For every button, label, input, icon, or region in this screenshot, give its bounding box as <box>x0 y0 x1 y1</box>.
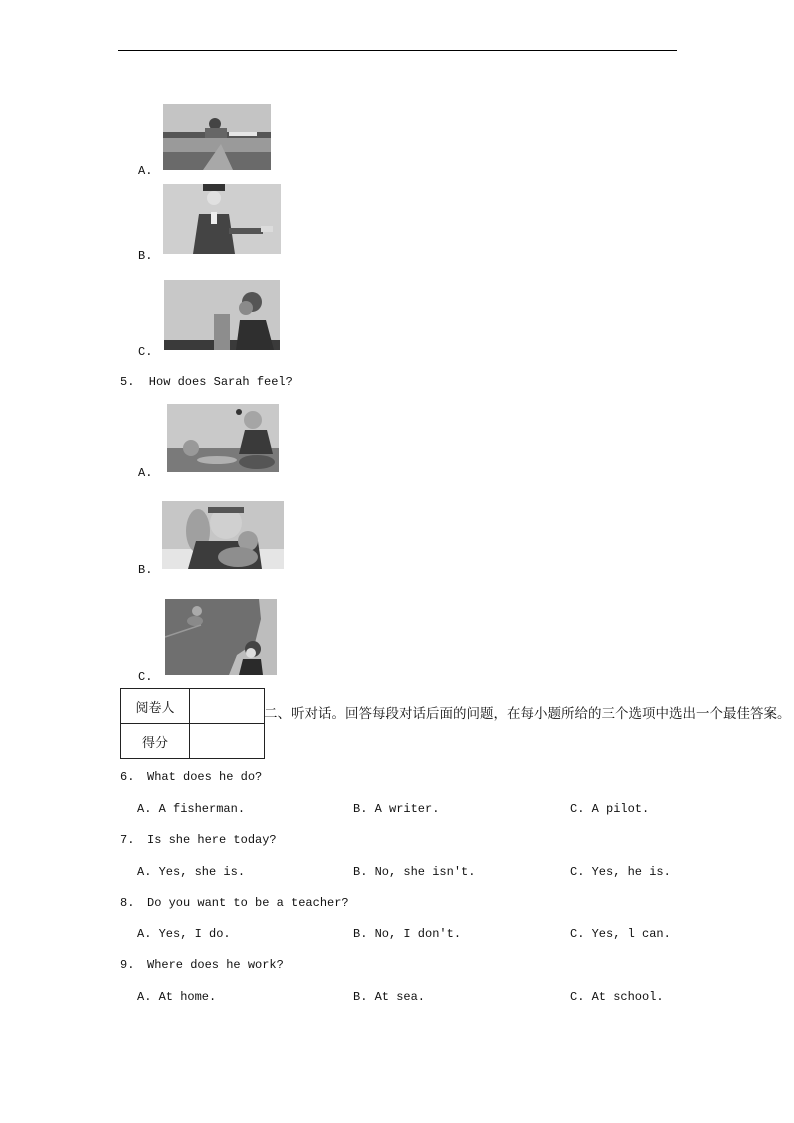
score-table <box>120 688 265 759</box>
score-field[interactable] <box>190 724 265 759</box>
reviewer-field[interactable] <box>190 689 265 724</box>
header-rule <box>118 50 677 51</box>
question-6-option-a: A. A fisherman. <box>137 802 246 816</box>
question-9-text: Where does he work? <box>147 958 284 972</box>
man-with-whistle-picture <box>164 280 280 350</box>
question-7-option-b: B. No, she isn't. <box>353 865 476 879</box>
question-6-number: 6. <box>120 770 135 784</box>
question-7-number: 7. <box>120 833 135 847</box>
q5-option-b-label: B. <box>138 563 153 577</box>
question-8-number: 8. <box>120 896 135 910</box>
question-8-option-b: B. No, I don't. <box>353 927 462 941</box>
girl-feeding-cat-picture <box>167 404 279 472</box>
q4-option-a-label: A. <box>138 164 153 178</box>
uniformed-officer-picture <box>163 184 281 254</box>
question-7-option-c: C. Yes, he is. <box>570 865 671 879</box>
fisherman-in-boat-picture <box>163 104 271 170</box>
question-7-text: Is she here today? <box>147 833 277 847</box>
score-label: 得分 <box>121 724 190 759</box>
question-9-option-a: A. At home. <box>137 990 217 1004</box>
question-6-option-c: C. A pilot. <box>570 802 650 816</box>
question-8-option-c: C. Yes, l can. <box>570 927 671 941</box>
question-7-option-a: A. Yes, she is. <box>137 865 246 879</box>
question-5-text: 5. How does Sarah feel? <box>120 375 293 389</box>
q4-option-c-label: C. <box>138 345 153 359</box>
question-6-text: What does he do? <box>147 770 263 784</box>
question-8-text: Do you want to be a teacher? <box>147 896 349 910</box>
girl-hugging-cat-picture <box>162 501 284 569</box>
q5-option-c-label: C. <box>138 670 153 684</box>
question-9-option-c: C. At school. <box>570 990 664 1004</box>
reviewer-label: 阅卷人 <box>121 689 190 724</box>
question-9-option-b: B. At sea. <box>353 990 426 1004</box>
q5-option-a-label: A. <box>138 466 153 480</box>
question-9-number: 9. <box>120 958 135 972</box>
section-2-instruction: 二、听对话。回答每段对话后面的问题，在每小题所给的三个选项中选出一个最佳答案。 <box>264 706 791 722</box>
q4-option-b-label: B. <box>138 249 153 263</box>
girl-scared-at-night-picture <box>165 599 277 675</box>
question-6-option-b: B. A writer. <box>353 802 440 816</box>
question-8-option-a: A. Yes, I do. <box>137 927 231 941</box>
